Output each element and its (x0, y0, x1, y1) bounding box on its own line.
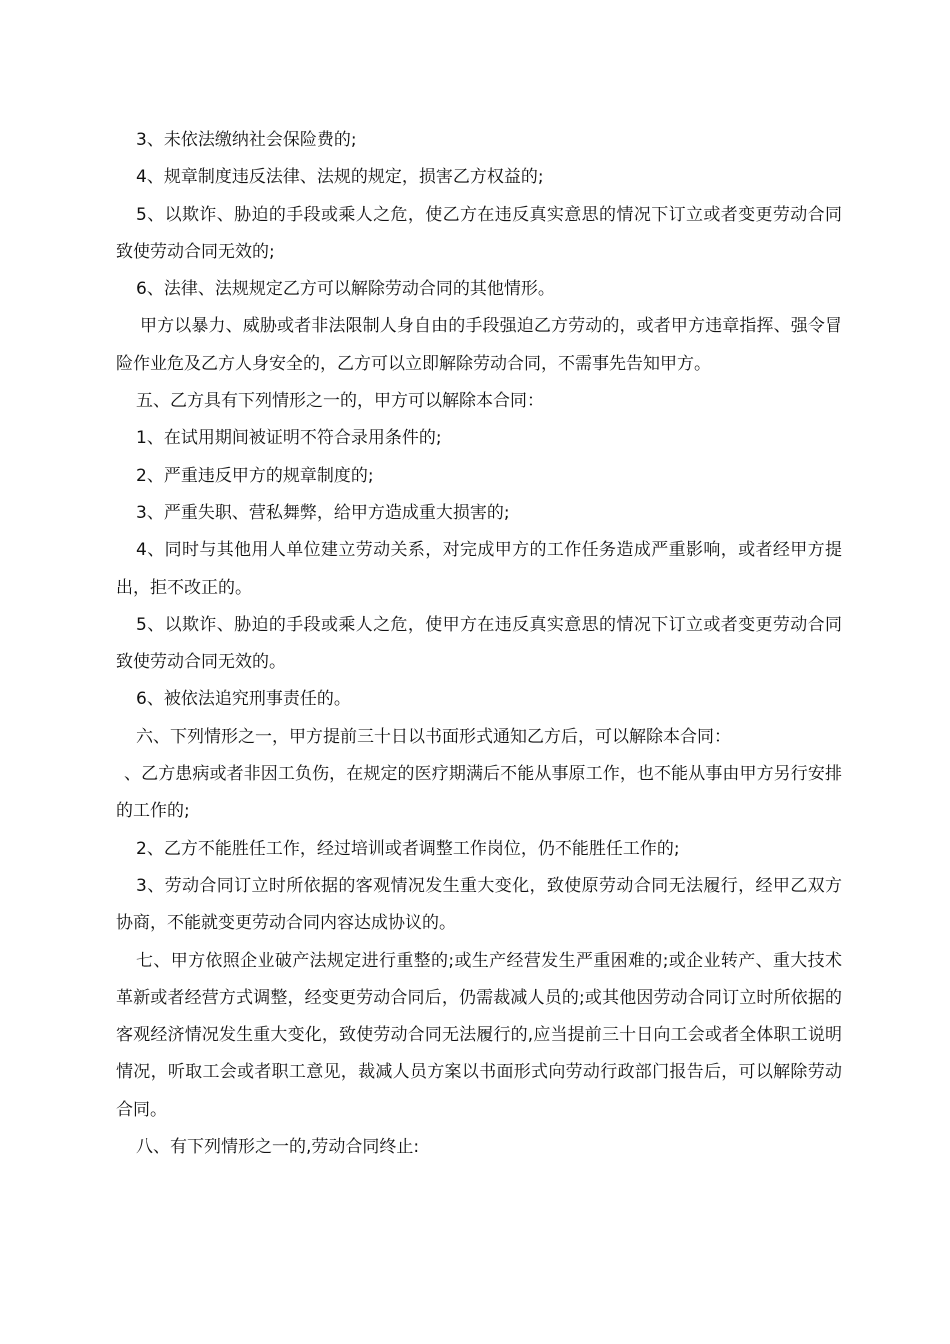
paragraph-item-4: 4、同时与其他用人单位建立劳动关系，对完成甲方的工作任务造成严重影响，或者经甲方提出，拒不改正的。 (116, 540, 842, 598)
paragraph-item-3: 3、劳动合同订立时所依据的客观情况发生重大变化，致使原劳动合同无法履行，经甲乙双方协商，不能就变更劳动合同内容达成协议的。 (116, 875, 842, 934)
paragraph-item-6: 6、被依法追究刑事责任的。 (136, 689, 351, 710)
paragraph-item-4: 4、规章制度违反法律、法规的规定，损害乙方权益的; (136, 167, 544, 188)
paragraph-item-2: 2、乙方不能胜任工作，经过培训或者调整工作岗位，仍不能胜任工作的; (136, 838, 680, 859)
paragraph-immediate-termination: 甲方以暴力、威胁或者非法限制人身自由的手段强迫乙方劳动的，或者甲方违章指挥、强令冒险作业危及乙方人身安全的，乙方可以立即解除劳动合同，不需事先告知甲方。 (116, 316, 842, 374)
paragraph-item-2: 2、严重违反甲方的规章制度的; (136, 465, 374, 486)
paragraph-item-5: 5、以欺诈、胁迫的手段或乘人之危，使乙方在违反真实意思的情况下订立或者变更劳动合同致使劳动合同无效的; (116, 204, 842, 262)
section-heading-7: 七、甲方依照企业破产法规定进行重整的;或生产经营发生严重困难的;或企业转产、重大技术革新或者经营方式调整，经变更劳动合同后，仍需裁减人员的;或其他因劳动合同订立时所依据的客观经济情况发生重大变化，致使劳动合同无法履行的,应当提前三十日向工会或者全体职工说明情况，听取工会或者职工意见，裁减人员方案以书面形式向劳动行政部门报告后，可以解除劳动合同。 (116, 950, 842, 1120)
paragraph-item-1: 、乙方患病或者非因工负伤，在规定的医疗期满后不能从事原工作，也不能从事由甲方另行安排的工作的; (116, 764, 842, 822)
section-heading-5: 五、乙方具有下列情形之一的，甲方可以解除本合同： (136, 391, 544, 412)
section-heading-8: 八、有下列情形之一的,劳动合同终止: (136, 1137, 420, 1158)
document-body (116, 122, 842, 1166)
paragraph-item-3: 3、严重失职、营私舞弊，给甲方造成重大损害的; (136, 502, 510, 523)
section-heading-6: 六、下列情形之一，甲方提前三十日以书面形式通知乙方后，可以解除本合同： (136, 726, 731, 747)
paragraph-item-3: 3、未依法缴纳社会保险费的; (136, 130, 357, 150)
paragraph-item-1: 1、在试用期间被证明不符合录用条件的; (136, 428, 442, 449)
paragraph-item-5: 5、以欺诈、胁迫的手段或乘人之危，使甲方在违反真实意思的情况下订立或者变更劳动合同致使劳动合同无效的。 (116, 614, 842, 673)
paragraph-item-6: 6、法律、法规规定乙方可以解除劳动合同的其他情形。 (136, 279, 555, 300)
